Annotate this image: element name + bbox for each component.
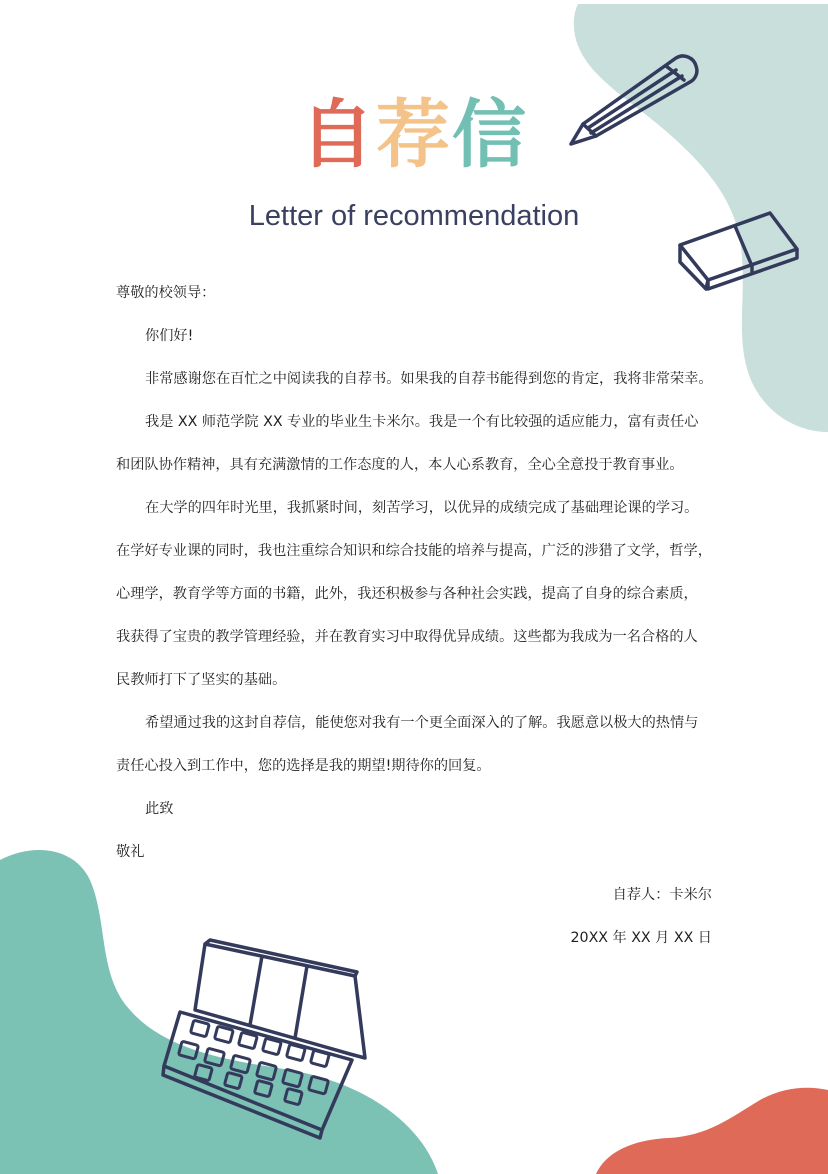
- title-char-2: 荐: [376, 92, 452, 178]
- title-char-3: 信: [452, 92, 528, 178]
- title-char-1: 自: [300, 92, 376, 178]
- page-subtitle: Letter of recommendation: [248, 200, 580, 232]
- paragraph-2-line-2: 和团队协作精神，具有充满激情的工作态度的人，本人心系教育，全心全意投于教育事业。: [116, 457, 684, 473]
- page-title: [0, 92, 828, 178]
- paragraph-4-line-1: 希望通过我的这封自荐信，能使您对我有一个更全面深入的了解。我愿意以极大的热情与: [145, 715, 699, 731]
- paragraph-1: 非常感谢您在百忙之中阅读我的自荐书。如果我的自荐书能得到您的肯定，我将非常荣幸。: [145, 371, 713, 387]
- greeting: 你们好!: [145, 328, 194, 344]
- paragraph-2-line-1: 我是 XX 师范学院 XX 专业的毕业生卡米尔。我是一个有比较强的适应能力，富有责任心: [145, 414, 699, 430]
- paragraph-3-line-1: 在大学的四年时光里，我抓紧时间，刻苦学习，以优异的成绩完成了基础理论课的学习。: [145, 500, 699, 516]
- letter-date: 20XX 年 XX 月 XX 日: [570, 930, 712, 946]
- paragraph-3-line-4: 我获得了宝贵的教学管理经验，并在教育实习中取得优异成绩。这些都为我成为一名合格的人: [116, 629, 698, 645]
- closing-line-1: 此致: [145, 801, 174, 817]
- signer: 自荐人：卡米尔: [612, 887, 712, 903]
- paragraph-3-line-5: 民教师打下了坚实的基础。: [116, 672, 287, 688]
- salutation: 尊敬的校领导：: [116, 285, 216, 301]
- bottom-left-blob: [0, 850, 438, 1174]
- paragraph-3-line-3: 心理学，教育学等方面的书籍，此外，我还积极参与各种社会实践，提高了自身的综合素质，: [116, 586, 698, 602]
- bottom-right-blob: [596, 1088, 828, 1174]
- closing-line-2: 敬礼: [116, 844, 145, 860]
- paragraph-4-line-2: 责任心投入到工作中，您的选择是我的期望!期待你的回复。: [116, 758, 491, 774]
- paragraph-3-line-2: 在学好专业课的同时，我也注重综合知识和综合技能的培养与提高，广泛的涉猎了文学，哲学，: [116, 543, 712, 559]
